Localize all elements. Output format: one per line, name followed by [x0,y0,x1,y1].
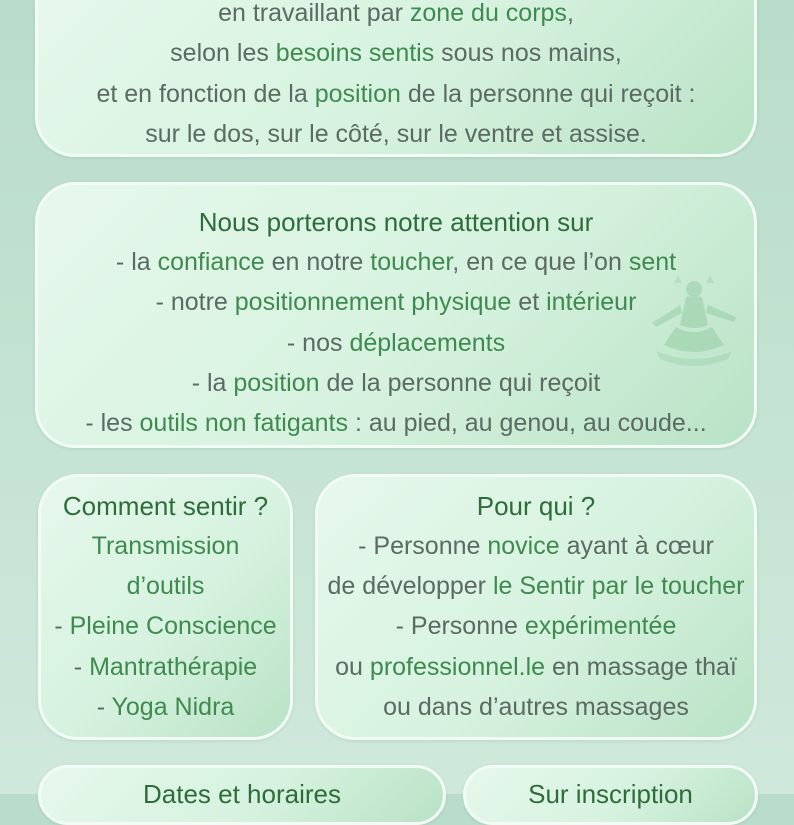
text-line [41,566,290,606]
inscription-title: Sur inscription [528,779,693,809]
pour-qui-card [315,474,757,740]
plain-text: en travaillant par [218,0,410,27]
highlighted-text: Mantrathérapie [89,652,258,681]
plain-text: - nos [286,328,350,357]
highlighted-text: position [233,368,320,397]
plain-text: - [73,652,90,681]
plain-text: selon les [170,39,276,68]
highlighted-text: positionnement physique [234,288,512,317]
text-line [41,687,290,727]
text-line [38,74,754,114]
highlighted-text: Yoga Nidra [111,692,235,721]
text-line [41,526,290,566]
plain-text: sur le dos, sur le côté, sur le ventre et assise. [145,119,647,148]
highlighted-text: professionnel.le [369,652,546,681]
plain-text: , en ce que l’on [452,248,629,276]
intro-card [35,0,757,157]
attention-title: Nous porterons notre attention sur [198,207,594,237]
plain-text: en massage thaï [545,652,737,681]
plain-text: sous nos mains, [434,39,622,68]
text-line [38,403,754,443]
plain-text: - [96,692,112,721]
pour-qui-list [318,526,754,727]
plain-text: ou [335,652,370,681]
text-line [318,647,754,687]
meditating-figure-icon [616,275,746,385]
plain-text: et [511,288,547,317]
highlighted-text: novice [487,532,560,560]
comment-sentir-list [41,526,290,727]
highlighted-text: besoins sentis [275,39,435,68]
highlighted-text: Transmission [91,532,240,560]
highlighted-text: sent [628,248,677,276]
dates-title: Dates et horaires [143,779,341,809]
highlighted-text: intérieur [546,288,637,317]
plain-text: et en fonction de la [96,79,315,108]
comment-sentir-title: Comment sentir ? [62,491,269,521]
plain-text: , [566,0,574,27]
plain-text: de la personne qui reçoit [319,368,601,397]
text-line [38,114,754,154]
plain-text: ou dans d’autres massages [383,692,689,721]
inscription-card [463,765,758,825]
plain-text: - notre [155,288,235,317]
highlighted-text: expérimentée [524,612,677,641]
plain-text: - Personne [395,612,525,641]
plain-text: - Personne [358,532,488,560]
highlighted-text: confiance [157,248,265,276]
text-line [318,566,754,606]
text-line [318,687,754,727]
text-line [318,526,754,566]
highlighted-text: toucher [370,248,453,276]
plain-text: de développer [327,572,493,601]
comment-sentir-card [38,474,293,740]
highlighted-text: position [314,79,401,108]
intro-text [38,0,754,154]
highlighted-text: d’outils [126,572,205,601]
text-line [41,647,290,687]
highlighted-text: outils non fatigants [139,409,349,438]
plain-text: - [54,612,70,641]
plain-text: ayant à cœur [559,532,714,560]
attention-card [35,182,757,448]
plain-text: : au pied, au genou, au coude... [348,409,707,438]
dates-card [38,765,446,825]
plain-text: - la [191,368,234,397]
plain-text: de la personne qui reçoit : [400,79,696,108]
pour-qui-title: Pour qui ? [476,491,596,521]
plain-text: - la [115,248,158,276]
highlighted-text: déplacements [349,328,506,357]
text-line [38,33,754,73]
highlighted-text: zone du corps [409,0,567,27]
text-line [38,0,754,33]
plain-text: - les [85,409,140,438]
highlighted-text: Pleine Conscience [69,612,277,641]
plain-text: en notre [264,248,371,276]
highlighted-text: le Sentir par le toucher [492,572,745,601]
text-line [41,606,290,646]
text-line [318,606,754,646]
